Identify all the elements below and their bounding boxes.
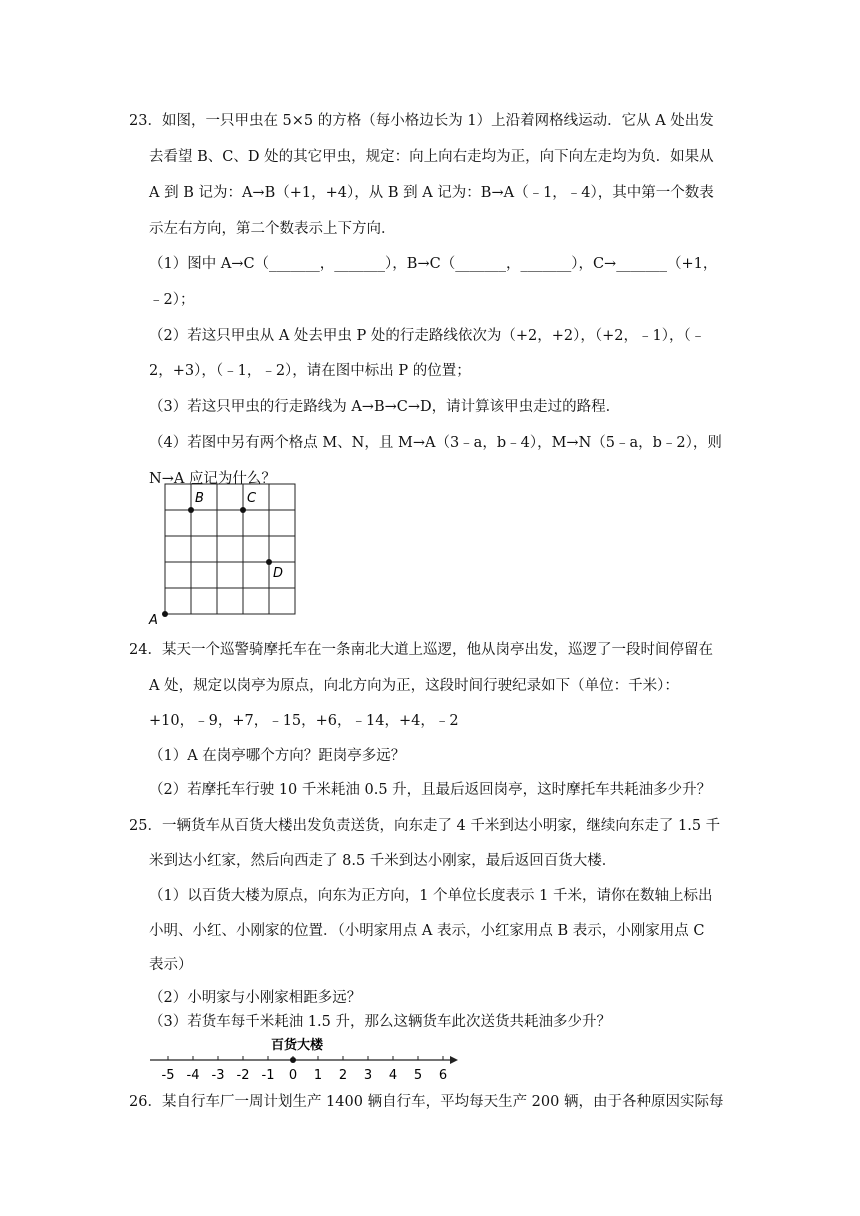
label-a: A <box>149 613 158 628</box>
grid-svg <box>140 478 310 628</box>
axis-tick-label: 2 <box>338 1068 348 1083</box>
point-c <box>240 507 246 513</box>
axis-arrow <box>450 1056 458 1064</box>
number-line-svg <box>148 1036 458 1092</box>
q23-part-1-cont: ﹣2）； <box>149 292 195 308</box>
q25-part-3: （3）若货车每千米耗油 1.5 升，那么这辆货车此次送货共耗油多少升？ <box>149 1014 612 1030</box>
axis-tick-label: 0 <box>288 1068 298 1083</box>
q23-part-3: （3）若这只甲虫的行走路线为 A→B→C→D，请计算该甲虫走过的路程． <box>149 399 621 415</box>
point-d <box>266 559 272 565</box>
q25-part-1-cont-a: 小明、小红、小刚家的位置．（小明家用点 A 表示，小红家用点 B 表示，小刚家用点 C <box>149 923 705 939</box>
axis-tick-label: -3 <box>211 1068 225 1083</box>
q23-line-2: 去看望 B、C、D 处的其它甲虫，规定：向上向右走均为正，向下向左走均为负．如果从 <box>149 149 714 165</box>
axis-tick-label: -5 <box>161 1068 175 1083</box>
q23-line-4: 示左右方向，第二个数表示上下方向． <box>149 221 396 237</box>
q23-part-4-cont: N→A 应记为什么？ <box>149 471 276 487</box>
q24-line-1: 24．某天一个巡警骑摩托车在一条南北大道上巡逻，他从岗亭出发，巡逻了一段时间停留在 <box>129 642 713 658</box>
q24-line-2: A 处，规定以岗亭为原点，向北方向为正，这段时间行驶纪录如下（单位：千米）： <box>149 678 679 694</box>
q25-line-2: 米到达小红家，然后向西走了 8.5 千米到达小刚家，最后返回百货大楼． <box>149 853 617 869</box>
label-c: C <box>247 491 257 506</box>
axis-tick-label: 6 <box>438 1068 448 1083</box>
axis-tick-label: 1 <box>313 1068 323 1083</box>
q23-line-1: 23．如图，一只甲虫在 5×5 的方格（每小格边长为 1）上沿着网格线运动．它从 A 处出发 <box>129 113 714 129</box>
q25-line-1: 25．一辆货车从百货大楼出发负责送货，向东走了 4 千米到达小明家，继续向东走了 1.5 千 <box>129 818 721 834</box>
q25-part-2: （2）小明家与小刚家相距多远？ <box>149 990 362 1006</box>
q24-part-2: （2）若摩托车行驶 10 千米耗油 0.5 升，且最后返回岗亭，这时摩托车共耗油多少升？ <box>149 782 712 798</box>
q24-part-1: （1）A 在岗亭哪个方向？距岗亭多远？ <box>149 748 406 764</box>
q23-part-2: （2）若这只甲虫从 A 处去甲虫 P 处的行走路线依次为（+2，+2），（+2，﹣1），（﹣ <box>149 328 706 344</box>
axis-title: 百货大楼 <box>271 1038 324 1053</box>
axis-tick-label: 5 <box>413 1068 423 1083</box>
q23-part-1: （1）图中 A→C（_______，_______），B→C（_______，_______），C→_______（+1， <box>149 256 718 272</box>
axis-tick-label: -4 <box>186 1068 200 1083</box>
q23-part-2-cont: 2，+3），（﹣1，﹣2），请在图中标出 P 的位置； <box>149 363 471 379</box>
grid-figure <box>140 478 310 628</box>
q25-part-1-cont-b: 表示） <box>149 957 193 973</box>
grid-lines <box>165 484 295 614</box>
number-line-figure <box>148 1036 458 1092</box>
q24-data: +10，﹣9，+7，﹣15，+6，﹣14，+4，﹣2 <box>149 713 459 729</box>
point-b <box>188 507 194 513</box>
q23-part-4: （4）若图中另有两个格点 M、N，且 M→A（3﹣a，b﹣4），M→N（5﹣a，b﹣2），则 <box>149 435 722 451</box>
axis-tick-label: -2 <box>236 1068 250 1083</box>
q25-part-1: （1）以百货大楼为原点，向东为正方向，1 个单位长度表示 1 千米，请你在数轴上标出 <box>149 888 713 904</box>
label-b: B <box>195 491 204 506</box>
axis-tick-label: 3 <box>363 1068 373 1083</box>
label-d: D <box>273 566 284 581</box>
q23-line-3: A 到 B 记为：A→B（+1，+4），从 B 到 A 记为：B→A（﹣1，﹣4），其中第一个数表 <box>149 185 714 201</box>
q26-line-1: 26．某自行车厂一周计划生产 1400 辆自行车，平均每天生产 200 辆，由于各种原因实际每 <box>129 1094 724 1110</box>
point-a <box>162 611 168 617</box>
axis-tick-label: -1 <box>261 1068 275 1083</box>
axis-tick-label: 4 <box>388 1068 398 1083</box>
